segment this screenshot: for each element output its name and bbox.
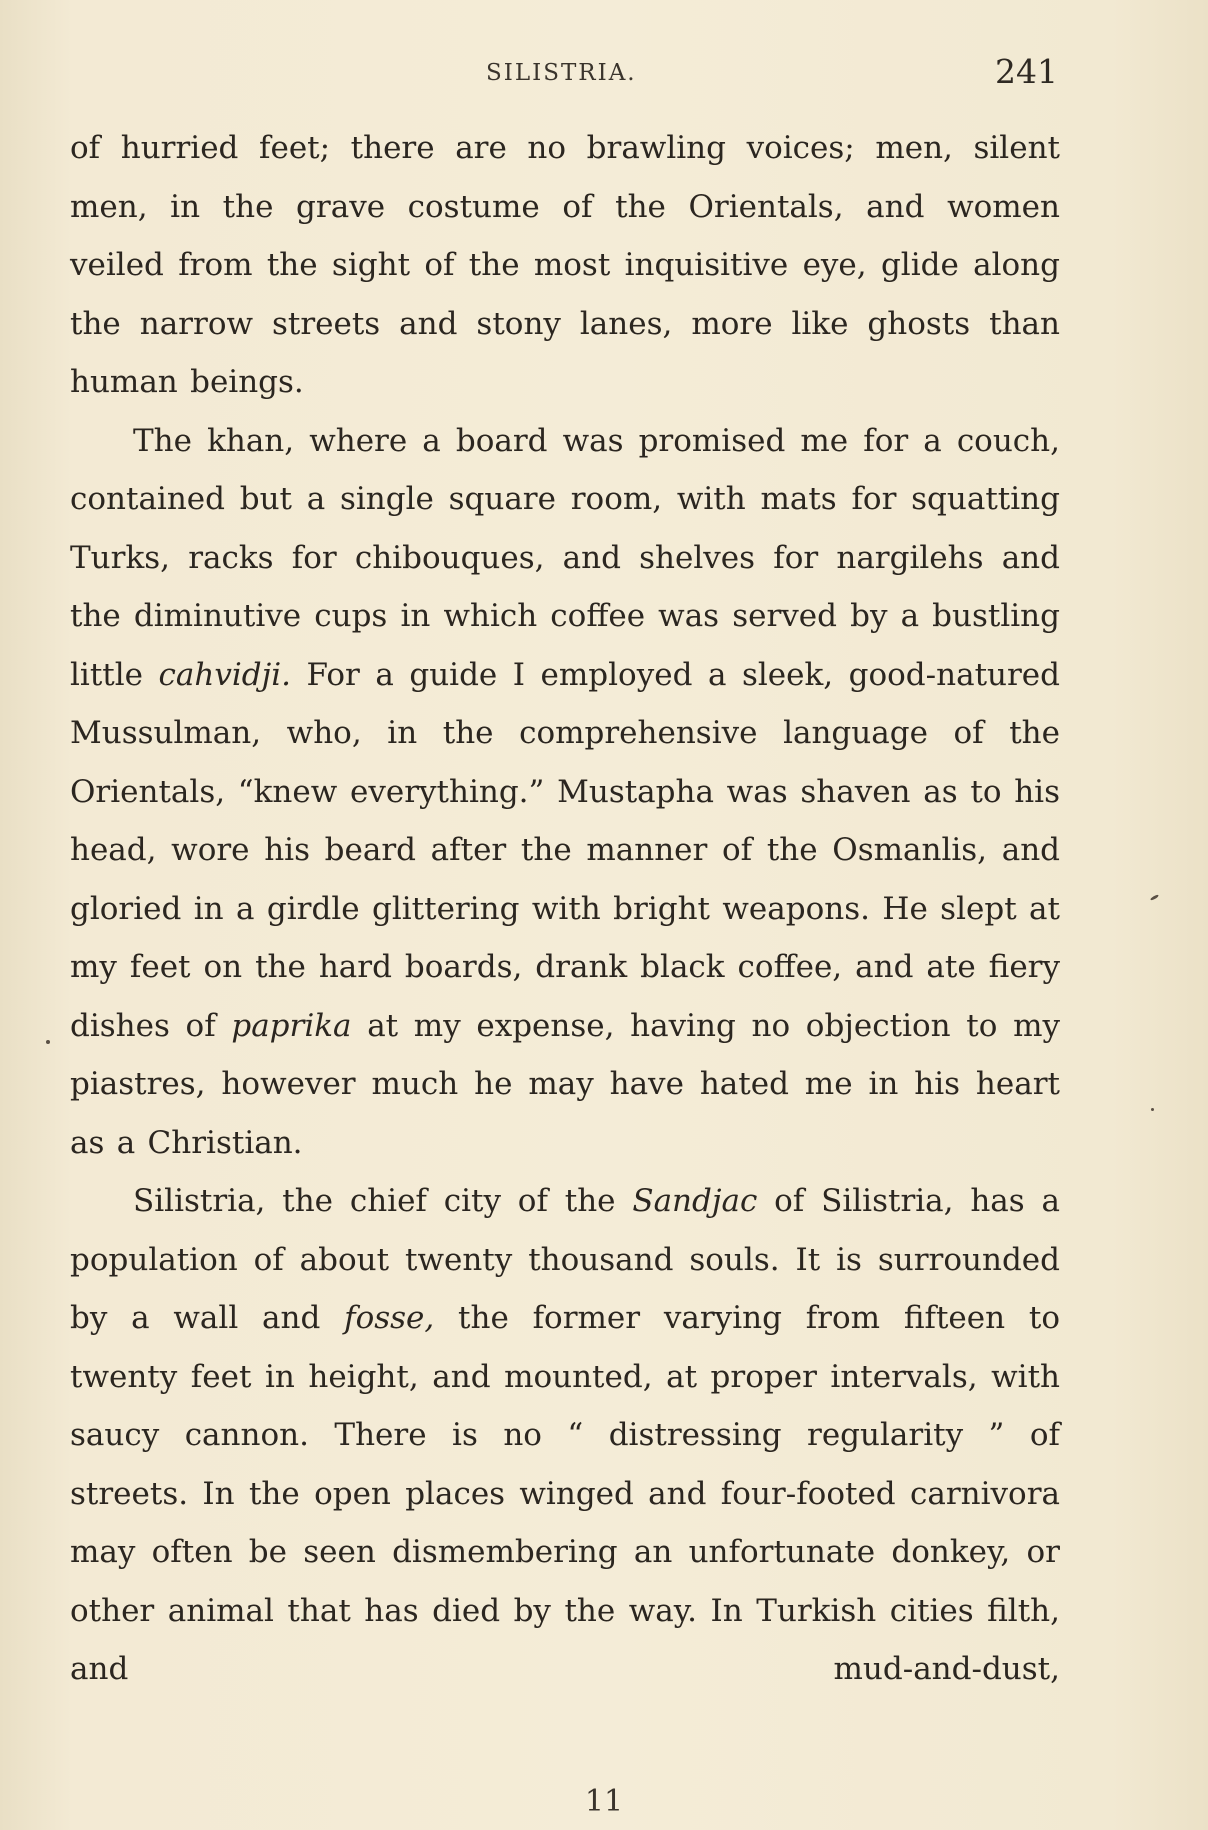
italic-term-fosse: fosse, <box>344 1300 435 1336</box>
page-number: 241 <box>995 52 1058 91</box>
paragraph-text-segment: Silistria, the chief city of the <box>133 1183 633 1219</box>
italic-term-cahvidji: cahvidji. <box>158 656 291 693</box>
italic-term-sandjac: Sandjac <box>632 1183 758 1219</box>
signature-mark: 11 <box>584 1784 624 1819</box>
ink-speck <box>46 1040 50 1044</box>
ink-speck <box>1150 894 1159 901</box>
paragraph-text-segment: For a guide I employed a sleek, good-natured Mussulman, who, in the comprehensive language of the Orientals, “knew everything.” Mustapha was shaven as to his head, wore his beard after the manner of the Osmanlis, and gloried in a girdle glittering with bright weapons. He slept at my feet on the hard boards, drank black coffee, and ate fiery dishes of <box>70 656 1060 1044</box>
paragraph-khan <box>70 412 1060 1173</box>
ink-speck <box>1151 1108 1154 1111</box>
paragraph-text-segment: The khan, where a board was promised me for a couch, contained but a single square room, with mats for squatting Turks, racks for chibouques, and shelves for nargilehs and the diminutive cups in which coffee was served by a bustling little <box>70 422 1060 693</box>
paragraph-text-segment: the former varying from fifteen to twenty feet in height, and mounted, at proper intervals, with saucy cannon. There is no “ distressing regularity ” of streets. In the open places winged and four-footed carnivora may often be seen dismembering an unfortunate donkey, or other animal that has died by the way. In Turkish cities filth, and mud-and-dust, <box>70 1300 1060 1687</box>
paragraph-silistria <box>70 1172 1060 1699</box>
paragraph-text-segment: at my expense, having no objection to my piastres, however much he may have hated me in his heart as a Christian. <box>70 1007 1060 1161</box>
paragraph-continuation <box>70 119 1060 412</box>
running-head <box>0 52 1208 92</box>
paragraph-text-segment: of Silistria, has a population of about twenty thousand souls. It is surrounded by a wall and <box>70 1183 1060 1336</box>
italic-term-paprika: paprika <box>231 1007 352 1044</box>
body-text <box>70 119 1060 1699</box>
paragraph-text: of hurried feet; there are no brawling voices; men, silent men, in the grave costume of the Orientals, and women veiled from the sight of the most inquisitive eye, glide along the narrow streets and stony lanes, more like ghosts than human beings. <box>70 130 1060 400</box>
running-title: SILISTRIA. <box>486 60 637 86</box>
